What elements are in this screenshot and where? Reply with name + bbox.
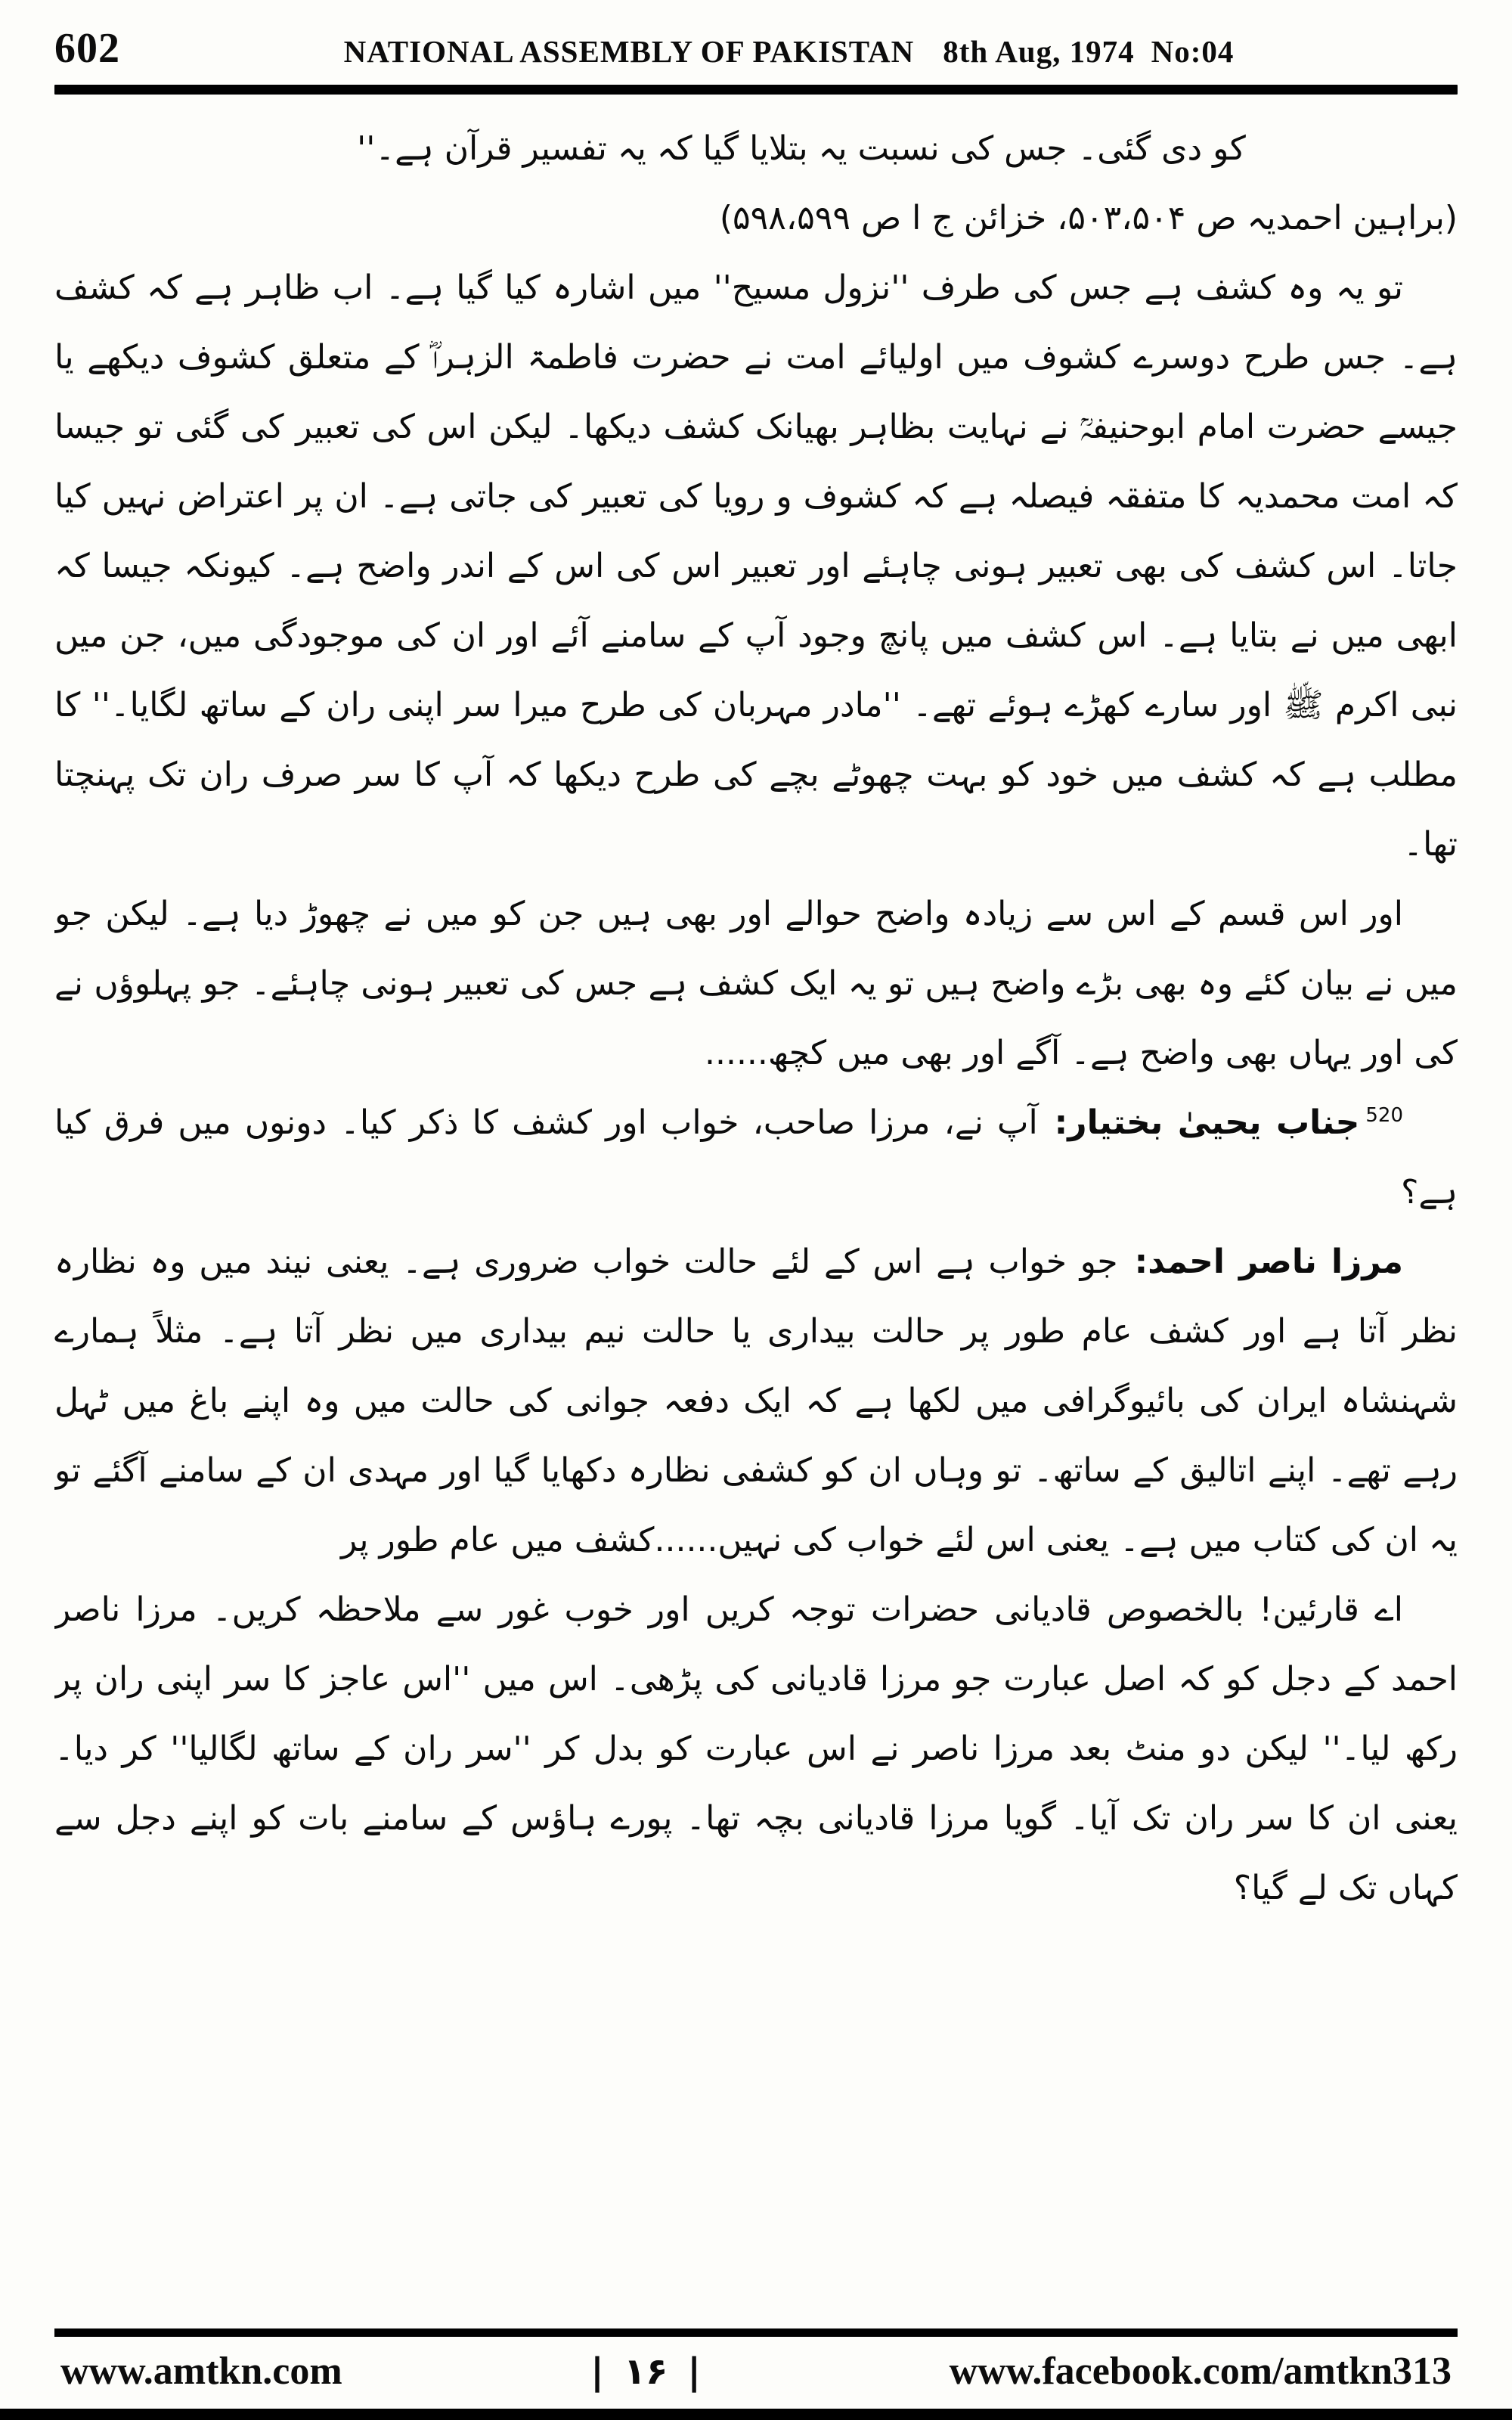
answer-speaker-name: مرزا ناصر احمد: — [1134, 1243, 1403, 1281]
header-title-line — [120, 33, 1458, 70]
footer-bar-left: | — [590, 2350, 604, 2393]
header-date: 8th Aug, 1974 — [943, 34, 1135, 69]
citation-reference-line: (براہین احمدیہ ص ۵۰۳،۵۰۴، خزائن ج ا ص ۵۹۸،۵۹۹) — [719, 199, 1458, 237]
footer-page-marker-group — [590, 2350, 701, 2393]
page-header — [54, 24, 1458, 73]
page-footer — [54, 2328, 1458, 2420]
continuation-line: کو دی گئی۔ جس کی نسبت یہ بتلایا گیا کہ یہ تفسیر قرآن ہے۔'' — [357, 129, 1246, 168]
document-body — [54, 114, 1458, 2328]
header-issue-number: No:04 — [1151, 34, 1235, 69]
answer-text: جو خواب ہے اس کے لئے حالت خواب ضروری ہے۔ یعنی نیند میں وہ نظارہ نظر آتا ہے اور کشف عام طور پر حالت بیداری یا حالت نیم بیداری میں نظر آتا ہے۔ مثلاً ہمارے شہنشاہ ایران کی بائیوگرافی میں لکھا ہے کہ ایک دفعہ جوانی کی حالت میں وہ اپنے باغ میں ٹہل رہے تھے۔ اپنے اتالیق کے ساتھ۔ تو وہاں ان کو کشفی نظارہ دکھایا گیا اور مہدی ان کے سامنے آگئے تو یہ ان کی کتاب میں ہے۔ یعنی اس لئے خواب کی نہیں......کشف میں عام طور پر — [54, 1243, 1458, 1559]
page-number: 602 — [54, 25, 120, 72]
question-number: 520 — [1365, 1104, 1403, 1128]
question-paragraph — [54, 1088, 1458, 1227]
paragraph-kashf-explanation: تو یہ وہ کشف ہے جس کی طرف ''نزول مسیح'' میں اشارہ کیا گیا ہے۔ اب ظاہر ہے کہ کشف ہے۔ جس طرح دوسرے کشوف میں اولیائے امت نے حضرت فاطمۃ الزہراؓ کے متعلق کشوف دیکھے یا جیسے حضرت امام ابوحنیفہؒ نے نہایت بظاہر بھیانک کشف دیکھا۔ لیکن اس کی تعبیر کی گئی تو جیسا کہ امت محمدیہ کا متفقہ فیصلہ ہے کہ کشوف و رویا کی تعبیر کی جاتی ہے۔ ان پر اعتراض نہیں کیا جاتا۔ اس کشف کی بھی تعبیر ہونی چاہئے اور تعبیر اس کی اس کے اندر واضح ہے۔ کیونکہ جیسا کہ ابھی میں نے بتایا ہے۔ اس کشف میں پانچ وجود آپ کے سامنے آئے اور ان کی موجودگی میں، جن میں نبی اکرم ﷺ اور سارے کھڑے ہوئے تھے۔ ''مادر مہربان کی طرح میرا سر اپنی ران کے ساتھ لگایا۔'' کا مطلب ہے کہ کشف میں خود کو بہت چھوٹے بچے کی طرح دیکھا کہ آپ کا سر صرف ران تک پہنچتا تھا۔ — [54, 268, 1458, 864]
footer-page-number-urdu: ۱۶ — [623, 2350, 668, 2393]
paragraph-more-references: اور اس قسم کے اس سے زیادہ واضح حوالے اور بھی ہیں جن کو میں نے چھوڑ دیا ہے۔ لیکن جو میں نے بیان کئے وہ بھی بڑے واضح ہیں تو یہ ایک کشف ہے جس کی تعبیر ہونی چاہئے۔ جو پہلوؤں نے کی اور یہاں بھی واضح ہے۔ آگے اور بھی میں کچھ...... — [54, 895, 1458, 1072]
footer-divider-rule — [54, 2328, 1458, 2337]
footer-website-url: www.amtkn.com — [60, 2350, 342, 2393]
footer-row — [54, 2337, 1458, 2404]
question-speaker-name: جناب یحییٰ بختیار: — [1054, 1103, 1360, 1142]
answer-paragraph — [54, 1227, 1458, 1575]
editorial-note-paragraph: اے قارئین! بالخصوص قادیانی حضرات توجہ کریں اور خوب غور سے ملاحظہ کریں۔ مرزا ناصر احمد کے دجل کو کہ اصل عبارت جو مرزا قادیانی کی پڑھی۔ اس میں ''اس عاجز کا سر اپنی ران پر رکھ لیا۔'' لیکن دو منٹ بعد مرزا ناصر نے اس عبارت کو بدل کر ''سر ران کے ساتھ لگالیا'' کر دیا۔ یعنی ان کا سر ران تک آیا۔ گویا مرزا قادیانی بچہ تھا۔ پورے ہاؤس کے سامنے بات کو اپنے دجل سے کہاں تک لے گیا؟ — [54, 1590, 1458, 1907]
question-text: آپ نے، مرزا صاحب، خواب اور کشف کا ذکر کیا۔ دونوں میں فرق کیا ہے؟ — [54, 1103, 1458, 1212]
footer-facebook-url: www.facebook.com/amtkn313 — [949, 2350, 1452, 2393]
header-divider-rule — [54, 85, 1458, 95]
assembly-title: NATIONAL ASSEMBLY OF PAKISTAN — [343, 34, 915, 69]
page-bottom-edge-rule — [0, 2409, 1512, 2420]
footer-bar-right: | — [687, 2350, 701, 2393]
